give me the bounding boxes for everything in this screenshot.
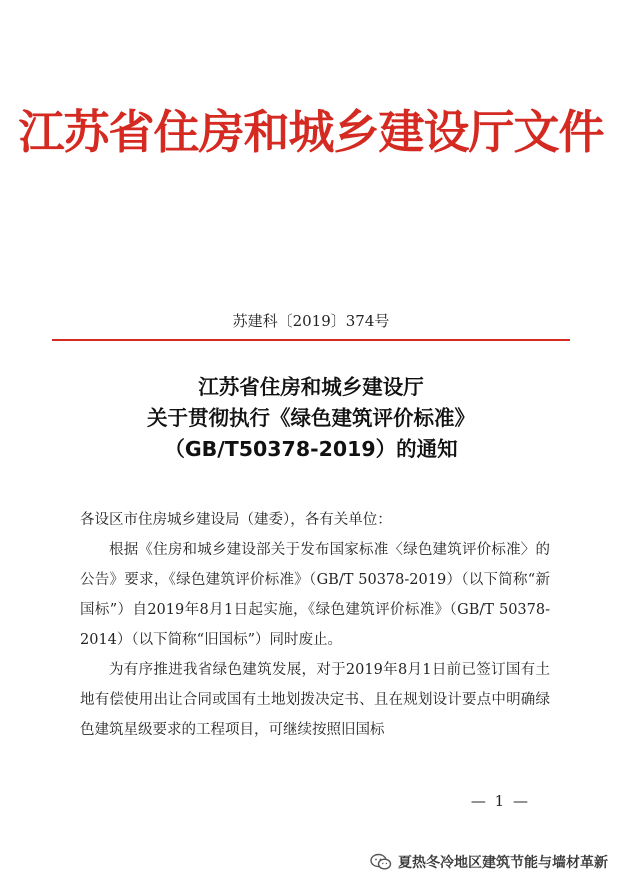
notice-title (0, 372, 622, 465)
body-paragraph-1: 根据《住房和城乡建设部关于发布国家标准〈绿色建筑评价标准〉的公告》要求，《绿色建筑评价标准》（GB/T 50378-2019）（以下简称“新国标”）自2019年8月1日起实施，《绿色建筑评价标准》（GB/T 50378-2014）（以下简称“旧国标”）同时废止。 (80, 542, 550, 648)
body-paragraph-2: 为有序推进我省绿色建筑发展，对于2019年8月1日前已签订国有土地有偿使用出让合同或国有土地划拨决定书、且在规划设计要点中明确绿色建筑星级要求的工程项目，可继续按照旧国标 (80, 662, 550, 738)
addressee-line: 各设区市住房城乡建设局（建委），各有关单位： (80, 512, 392, 528)
watermark (370, 852, 608, 872)
notice-title-line-1: 江苏省住房和城乡建设厅 (198, 375, 424, 399)
notice-title-line-3: （GB/T50378-2019）的通知 (164, 437, 458, 461)
red-divider-line (52, 339, 570, 341)
notice-body (80, 505, 550, 745)
page-number: — 1 — (470, 792, 530, 810)
wechat-icon (370, 853, 392, 871)
document-number: 苏建科〔2019〕374号 (232, 312, 390, 330)
document-header-title: 江苏省住房和城乡建设厅文件 (18, 105, 604, 159)
notice-title-line-2: 关于贯彻执行《绿色建筑评价标准》 (147, 406, 475, 430)
watermark-text: 夏热冬冷地区建筑节能与墙材革新 (398, 855, 608, 871)
